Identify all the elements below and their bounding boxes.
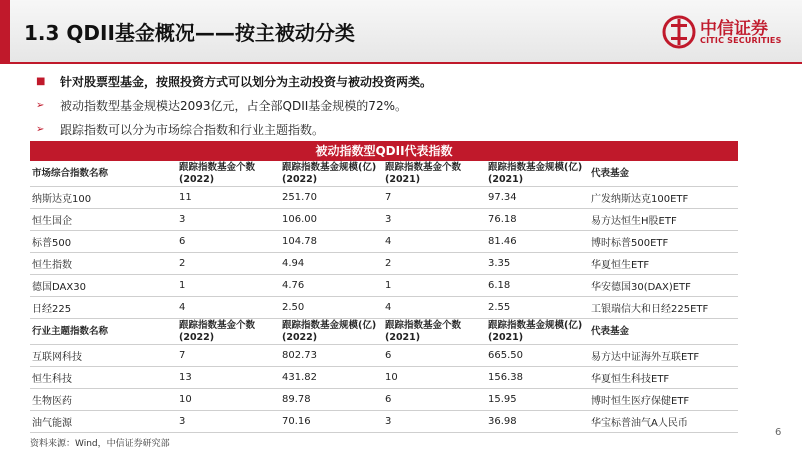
bullet-text: 跟踪指数可以分为市场综合指数和行业主题指数。: [60, 123, 325, 137]
bullet-sub: [36, 118, 432, 142]
page-number: 6: [775, 427, 782, 438]
table-cell: 3.35: [486, 253, 589, 275]
table-header-row: [30, 161, 738, 187]
bullet-list: [36, 70, 432, 142]
table-cell: 11: [177, 187, 280, 209]
table-cell: 恒生科技: [30, 367, 177, 389]
table-cell: 互联网科技: [30, 345, 177, 367]
column-header: 代表基金: [589, 319, 738, 345]
column-header: 跟踪指数基金规模(亿)(2021): [486, 319, 589, 345]
table-cell: 1: [177, 275, 280, 297]
table-row: [30, 253, 738, 275]
table-cell: 华宝标普油气A人民币: [589, 411, 738, 433]
table-header-row: [30, 319, 738, 345]
table-cell: 生物医药: [30, 389, 177, 411]
column-header: 跟踪指数基金个数(2021): [383, 319, 486, 345]
table-cell: 工银瑞信大和日经225ETF: [589, 297, 738, 319]
table-cell: 博时恒生医疗保健ETF: [589, 389, 738, 411]
header-divider: [0, 62, 802, 64]
table-cell: 2: [383, 253, 486, 275]
table-cell: 2.50: [280, 297, 383, 319]
column-header: 代表基金: [589, 161, 738, 187]
table-cell: 15.95: [486, 389, 589, 411]
bullet-main: [36, 70, 432, 94]
table-row: [30, 389, 738, 411]
table-row: [30, 367, 738, 389]
table-row: [30, 411, 738, 433]
table-cell: 13: [177, 367, 280, 389]
table-cell: 4: [383, 297, 486, 319]
logo-name: 中信证券: [700, 19, 768, 39]
table-cell: 易方达恒生H股ETF: [589, 209, 738, 231]
table-cell: 6: [177, 231, 280, 253]
table-cell: 3: [177, 209, 280, 231]
table-cell: 802.73: [280, 345, 383, 367]
table-row: [30, 209, 738, 231]
table-cell: 纳斯达克100: [30, 187, 177, 209]
table-cell: 7: [177, 345, 280, 367]
bullet-text: 被动指数型基金规模达2093亿元，占全部QDII基金规模的72%。: [60, 99, 407, 113]
table-cell: 4: [383, 231, 486, 253]
column-header: 市场综合指数名称: [30, 161, 177, 187]
arrow-bullet-icon: ➢: [36, 100, 45, 111]
table-cell: 油气能源: [30, 411, 177, 433]
table-cell: 81.46: [486, 231, 589, 253]
table-cell: 易方达中证海外互联ETF: [589, 345, 738, 367]
arrow-bullet-icon: ➢: [36, 124, 45, 135]
table-cell: 70.16: [280, 411, 383, 433]
table-cell: 431.82: [280, 367, 383, 389]
table-row: [30, 297, 738, 319]
table-cell: 2: [177, 253, 280, 275]
column-header: 跟踪指数基金个数(2022): [177, 161, 280, 187]
bullet-text: 针对股票型基金，按照投资方式可以划分为主动投资与被动投资两类。: [60, 75, 433, 89]
table-row: [30, 275, 738, 297]
column-header: 跟踪指数基金规模(亿)(2022): [280, 319, 383, 345]
table-cell: 251.70: [280, 187, 383, 209]
table-cell: 6: [383, 345, 486, 367]
table-cell: 日经225: [30, 297, 177, 319]
bullet-sub: [36, 94, 432, 118]
table-cell: 10: [383, 367, 486, 389]
table-cell: 156.38: [486, 367, 589, 389]
column-header: 跟踪指数基金个数(2021): [383, 161, 486, 187]
table-cell: 89.78: [280, 389, 383, 411]
slide-title: 1.3 QDII基金概况——按主被动分类: [24, 21, 355, 45]
citic-logo-icon: [662, 15, 696, 49]
table-cell: 4.76: [280, 275, 383, 297]
source-note: 资料来源：Wind，中信证券研究部: [30, 439, 170, 449]
table-cell: 36.98: [486, 411, 589, 433]
table-cell: 恒生指数: [30, 253, 177, 275]
table-cell: 4: [177, 297, 280, 319]
table-cell: 华夏恒生科技ETF: [589, 367, 738, 389]
table-row: [30, 187, 738, 209]
header-accent-bar: [0, 0, 10, 62]
table-cell: 6.18: [486, 275, 589, 297]
column-header: 行业主题指数名称: [30, 319, 177, 345]
column-header: 跟踪指数基金个数(2022): [177, 319, 280, 345]
index-table: [30, 141, 738, 433]
table-cell: 华安德国30(DAX)ETF: [589, 275, 738, 297]
column-header: 跟踪指数基金规模(亿)(2022): [280, 161, 383, 187]
table-cell: 德国DAX30: [30, 275, 177, 297]
table-cell: 2.55: [486, 297, 589, 319]
table-cell: 7: [383, 187, 486, 209]
table-cell: 6: [383, 389, 486, 411]
table-cell: 104.78: [280, 231, 383, 253]
table-cell: 1: [383, 275, 486, 297]
table-row: [30, 345, 738, 367]
table-cell: 3: [177, 411, 280, 433]
table-cell: 4.94: [280, 253, 383, 275]
table-cell: 标普500: [30, 231, 177, 253]
column-header: 跟踪指数基金规模(亿)(2021): [486, 161, 589, 187]
table-cell: 恒生国企: [30, 209, 177, 231]
citic-logo: [662, 12, 792, 52]
table-row: [30, 231, 738, 253]
table-cell: 广发纳斯达克100ETF: [589, 187, 738, 209]
table-cell: 106.00: [280, 209, 383, 231]
table-title: 被动指数型QDII代表指数: [30, 141, 738, 161]
table-cell: 3: [383, 411, 486, 433]
table-cell: 华夏恒生ETF: [589, 253, 738, 275]
square-bullet-icon: ■: [36, 76, 46, 87]
table-cell: 10: [177, 389, 280, 411]
index-data-table: [30, 161, 738, 433]
table-cell: 博时标普500ETF: [589, 231, 738, 253]
table-cell: 76.18: [486, 209, 589, 231]
table-cell: 97.34: [486, 187, 589, 209]
table-cell: 3: [383, 209, 486, 231]
table-cell: 665.50: [486, 345, 589, 367]
logo-subtitle: CITIC SECURITIES: [700, 36, 782, 45]
